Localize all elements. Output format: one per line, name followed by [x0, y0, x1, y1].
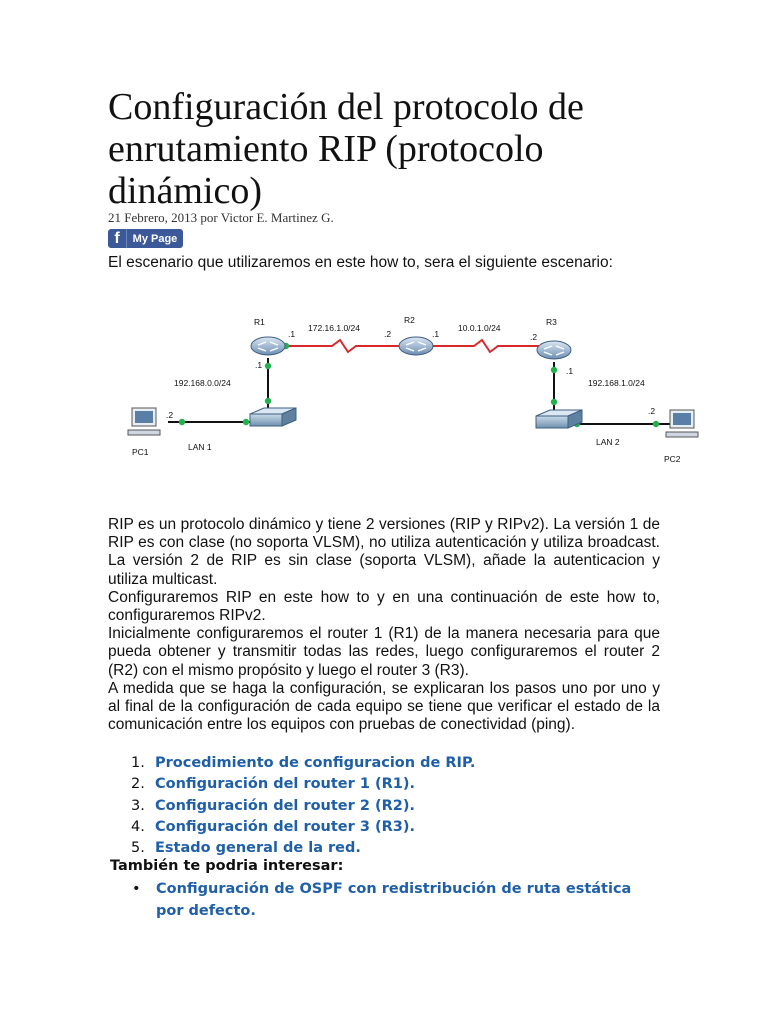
bullet-icon: • — [132, 881, 141, 897]
list-item — [131, 753, 476, 774]
step-link-network-state[interactable]: Estado general de la red. — [155, 840, 361, 857]
intro-text: El escenario que utilizaremos en este how to, sera el siguiente escenario: — [108, 254, 613, 271]
pc1-icon — [128, 408, 160, 435]
router-r2-icon — [399, 337, 433, 355]
switch-lan1-icon — [250, 408, 296, 426]
network-lan1-label: 192.168.0.0/24 — [174, 378, 231, 388]
facebook-icon: f — [108, 229, 127, 248]
step-link-procedure[interactable]: Procedimiento de configuracion de RIP. — [155, 755, 476, 771]
switch-lan2-icon — [536, 410, 582, 428]
iface-pc1-label: .2 — [166, 410, 174, 420]
list-item — [131, 817, 475, 838]
pc2-icon — [666, 410, 698, 437]
router-r1-label: R1 — [254, 317, 265, 327]
iface-r1-r2-label: .1 — [288, 329, 296, 339]
pc1-label: PC1 — [132, 447, 149, 457]
body-paragraph: A medida que se haga la configuración, se explicaran los pasos uno por uno y al final de la configuración de cada equipo se tiene que verificar el estado de la comunicación entre los equipos con pruebas de conectividad (ping). — [108, 679, 660, 734]
facebook-page-button[interactable] — [108, 229, 183, 248]
list-item — [131, 796, 475, 817]
step-number: 5. — [131, 840, 145, 857]
pc2-label: PC2 — [664, 454, 681, 464]
network-r1-r2-label: 172.16.1.0/24 — [308, 323, 360, 333]
iface-r1-lan-label: .1 — [255, 360, 263, 370]
step-number: 2. — [131, 776, 145, 793]
lan1-label: LAN 1 — [188, 442, 212, 452]
network-diagram — [118, 300, 681, 470]
related-heading: También te podria interesar: — [110, 858, 344, 874]
steps-list — [108, 753, 475, 859]
list-item — [132, 878, 662, 922]
article-byline: 21 Febrero, 2013 por Victor E. Martinez G. — [108, 210, 334, 225]
article-title: Configuración del protocolo de enrutamiento RIP (protocolo dinámico) — [108, 86, 584, 212]
router-r3-icon — [537, 341, 571, 359]
step-link-router-2[interactable]: Configuración del router 2 (R2). — [155, 797, 415, 814]
body-paragraph: Configuraremos RIP en este how to y en una continuación de este how to, configuraremos RIPv2. — [108, 588, 660, 625]
step-link-router-1[interactable]: Configuración del router 1 (R1). — [155, 776, 415, 793]
serial-link-r2-r3 — [428, 340, 543, 352]
step-number: 1. — [131, 755, 145, 771]
step-number: 4. — [131, 818, 145, 835]
list-item — [131, 774, 475, 795]
router-r3-label: R3 — [546, 317, 557, 327]
iface-r2-r3-label: .1 — [432, 329, 440, 339]
article-body — [108, 516, 660, 734]
step-link-router-3[interactable]: Configuración del router 3 (R3). — [155, 818, 415, 835]
facebook-page-label: My Page — [132, 232, 178, 245]
lan2-label: LAN 2 — [596, 437, 620, 447]
iface-r3-r2-label: .2 — [530, 332, 538, 342]
body-paragraph: Inicialmente configuraremos el router 1 (R1) de la manera necesaria para que pueda obtener y transmitir todas las redes, luego configuraremos el router 2 (R2) con el mismo propósito y luego el router 3 (R3). — [108, 625, 660, 679]
router-r2-label: R2 — [404, 315, 415, 325]
serial-link-r1-r2 — [286, 340, 403, 352]
iface-r2-r1-label: .2 — [384, 329, 392, 339]
related-list — [132, 878, 662, 922]
router-r1-icon — [251, 337, 285, 355]
step-number: 3. — [131, 797, 145, 814]
iface-pc2-label: .2 — [648, 406, 656, 416]
network-r2-r3-label: 10.0.1.0/24 — [458, 323, 501, 333]
iface-r3-lan-label: .1 — [566, 366, 574, 376]
list-item — [131, 838, 475, 859]
body-paragraph: RIP es un protocolo dinámico y tiene 2 versiones (RIP y RIPv2). La versión 1 de RIP es con clase (no soporta VLSM), no utiliza autenticación y utiliza broadcast. La versión 2 de RIP es sin clase (soporta VLSM), añade la autenticacion y utiliza multicast. — [108, 516, 660, 588]
network-lan2-label: 192.168.1.0/24 — [588, 378, 645, 388]
related-link-ospf[interactable]: Configuración de OSPF con redistribución de ruta estática por defecto. — [156, 881, 632, 919]
